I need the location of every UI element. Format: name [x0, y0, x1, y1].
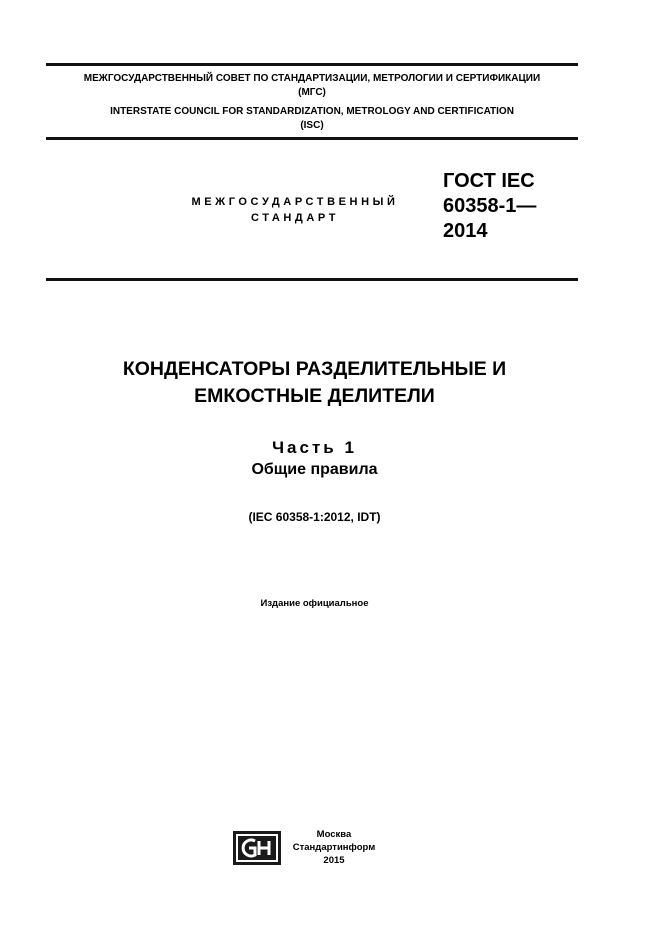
- title-divider: [46, 278, 578, 281]
- publisher-city: Москва: [316, 829, 352, 840]
- standard-type-line1: МЕЖГОСУДАРСТВЕННЫЙ: [191, 196, 399, 208]
- publisher-year: 2015: [323, 855, 345, 866]
- iec-reference: (IEC 60358-1:2012, IDT): [248, 510, 381, 524]
- publisher-name: Стандартинформ: [292, 842, 376, 853]
- document-title-line2: ЕМКОСТНЫЕ ДЕЛИТЕЛИ: [194, 385, 435, 407]
- standard-code-line3: 2014: [443, 220, 488, 242]
- document-title-line1: КОНДЕНСАТОРЫ РАЗДЕЛИТЕЛЬНЫЕ И: [122, 358, 507, 380]
- council-name-en: INTERSTATE COUNCIL FOR STANDARDIZATION, METROLOGY AND CERTIFICATION: [110, 106, 514, 117]
- standard-code-line1: ГОСТ IEC: [443, 170, 535, 192]
- standartinform-logo-icon: [233, 831, 281, 865]
- header-divider: [46, 137, 578, 140]
- part-number: Часть 1: [272, 438, 357, 457]
- council-abbr-en: (ISC): [300, 120, 324, 131]
- council-name-ru: МЕЖГОСУДАРСТВЕННЫЙ СОВЕТ ПО СТАНДАРТИЗАЦИИ, МЕТРОЛОГИИ И СЕРТИФИКАЦИИ: [83, 73, 541, 84]
- standard-type-line2: СТАНДАРТ: [250, 212, 340, 224]
- standard-code-line2: 60358-1—: [443, 195, 537, 217]
- top-divider: [46, 63, 578, 66]
- part-subtitle: Общие правила: [251, 461, 378, 478]
- council-abbr-ru: (МГС): [298, 87, 326, 98]
- edition-label: Издание официальное: [260, 598, 369, 609]
